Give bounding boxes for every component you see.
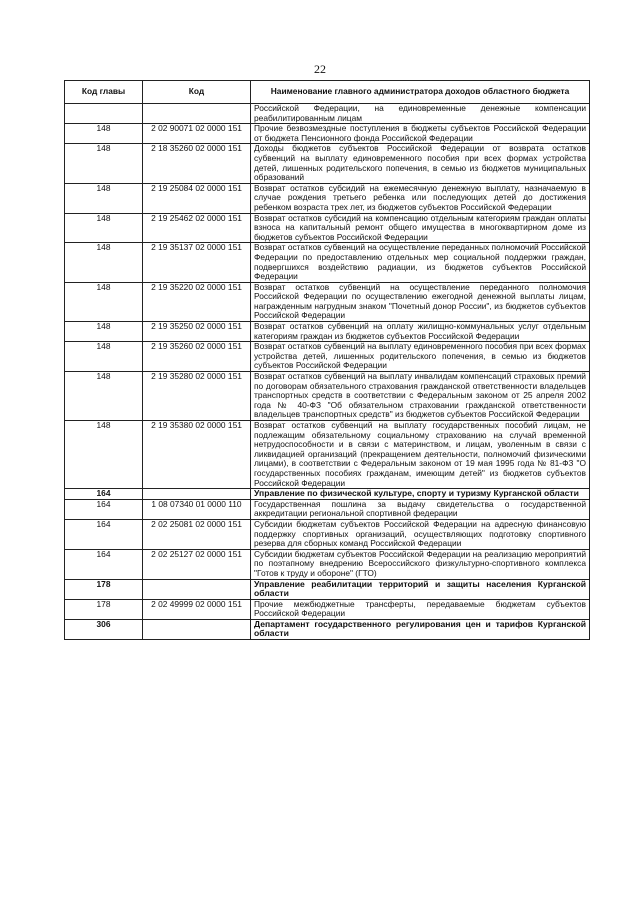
revenue-administrators-table xyxy=(64,80,590,640)
chapter-code-cell: 164 xyxy=(65,549,143,579)
classification-code-cell: 2 02 25127 02 0000 151 xyxy=(143,549,251,579)
administrator-name-cell: Возврат остатков субвенций на осуществление переданного полномочия Российской Федерации по осуществлению ежегодной денежной выплаты лицам, награжденным нагрудным знаком "Почетный донор России", из бюджетов субъектов Российской Федерации xyxy=(251,282,590,321)
table-row xyxy=(65,144,590,183)
table-row xyxy=(65,519,590,549)
administrator-name-cell: Возврат остатков субвенций на осуществление переданных полномочий Российской Федерации по предоставлению отдельных мер социальной поддержки граждан, подвергшихся воздействию радиации, из бюджетов субъектов Российской Федерации xyxy=(251,243,590,282)
classification-code-cell: 2 19 25084 02 0000 151 xyxy=(143,183,251,213)
table-section-row xyxy=(65,619,590,639)
header-administrator-name: Наименование главного администратора доходов областного бюджета xyxy=(251,81,590,104)
administrator-name-cell: Управление реабилитации территорий и защиты населения Курганской области xyxy=(251,579,590,599)
administrator-name-cell: Прочие межбюджетные трансферты, передаваемые бюджетам субъектов Российской Федерации xyxy=(251,599,590,619)
chapter-code-cell: 148 xyxy=(65,421,143,489)
table-row xyxy=(65,599,590,619)
chapter-code-cell: 164 xyxy=(65,489,143,500)
table-row xyxy=(65,124,590,144)
administrator-name-cell: Управление по физической культуре, спорту и туризму Курганской области xyxy=(251,489,590,500)
classification-code-cell: 2 19 35380 02 0000 151 xyxy=(143,421,251,489)
classification-code-cell: 2 02 49999 02 0000 151 xyxy=(143,599,251,619)
classification-code-cell: 2 19 25462 02 0000 151 xyxy=(143,213,251,243)
classification-code-cell: 2 19 35220 02 0000 151 xyxy=(143,282,251,321)
classification-code-cell: 2 02 25081 02 0000 151 xyxy=(143,519,251,549)
table-section-row xyxy=(65,579,590,599)
chapter-code-cell: 148 xyxy=(65,342,143,372)
table-row xyxy=(65,499,590,519)
classification-code-cell xyxy=(143,579,251,599)
table-row xyxy=(65,322,590,342)
table-row xyxy=(65,421,590,489)
chapter-code-cell: 148 xyxy=(65,213,143,243)
classification-code-cell xyxy=(143,104,251,124)
administrator-name-cell: Субсидии бюджетам субъектов Российской Федерации на реализацию мероприятий по поэтапному внедрению Всероссийского физкультурно-спортивного комплекса "Готов к труду и обороне" (ГТО) xyxy=(251,549,590,579)
chapter-code-cell: 306 xyxy=(65,619,143,639)
chapter-code-cell: 148 xyxy=(65,372,143,421)
table-row xyxy=(65,282,590,321)
administrator-name-cell: Доходы бюджетов субъектов Российской Федерации от возврата остатков субвенций на выплату единовременного пособия при всех формах устройства детей, лишенных родительского попечения, в семью из бюджетов муниципальных образований xyxy=(251,144,590,183)
chapter-code-cell: 148 xyxy=(65,183,143,213)
administrator-name-cell: Департамент государственного регулирования цен и тарифов Курганской области xyxy=(251,619,590,639)
table-row xyxy=(65,104,590,124)
classification-code-cell: 2 19 35137 02 0000 151 xyxy=(143,243,251,282)
chapter-code-cell: 148 xyxy=(65,243,143,282)
header-code: Код xyxy=(143,81,251,104)
classification-code-cell: 2 18 35260 02 0000 151 xyxy=(143,144,251,183)
table-row xyxy=(65,342,590,372)
page-number: 22 xyxy=(314,62,326,76)
administrator-name-cell: Возврат остатков субвенций на выплату единовременного пособия при всех формах устройства детей, лишенных родительского попечения, в семью из бюджетов субъектов Российской Федерации xyxy=(251,342,590,372)
chapter-code-cell: 148 xyxy=(65,124,143,144)
classification-code-cell: 1 08 07340 01 0000 110 xyxy=(143,499,251,519)
table-row xyxy=(65,372,590,421)
classification-code-cell: 2 02 90071 02 0000 151 xyxy=(143,124,251,144)
chapter-code-cell xyxy=(65,104,143,124)
administrator-name-cell: Возврат остатков субсидий на ежемесячную денежную выплату, назначаемую в случае рождения третьего ребенка или последующих детей до достижения ребенком возраста трех лет, из бюджетов субъектов Российской Федерации xyxy=(251,183,590,213)
classification-code-cell: 2 19 35280 02 0000 151 xyxy=(143,372,251,421)
chapter-code-cell: 148 xyxy=(65,144,143,183)
table-section-row xyxy=(65,489,590,500)
table-header-row xyxy=(65,81,590,104)
administrator-name-cell: Прочие безвозмездные поступления в бюджеты субъектов Российской Федерации от бюджета Пенсионного фонда Российской Федерации xyxy=(251,124,590,144)
chapter-code-cell: 164 xyxy=(65,499,143,519)
chapter-code-cell: 178 xyxy=(65,579,143,599)
classification-code-cell xyxy=(143,619,251,639)
table-row xyxy=(65,183,590,213)
chapter-code-cell: 148 xyxy=(65,322,143,342)
table-row xyxy=(65,549,590,579)
administrator-name-cell: Субсидии бюджетам субъектов Российской Федерации на адресную финансовую поддержку спортивных организаций, осуществляющих подготовку спортивного резерва для сборных команд Российской Федерации xyxy=(251,519,590,549)
classification-code-cell: 2 19 35250 02 0000 151 xyxy=(143,322,251,342)
table-row xyxy=(65,213,590,243)
administrator-name-cell: Государственная пошлина за выдачу свидетельства о государственной аккредитации региональной спортивной федерации xyxy=(251,499,590,519)
header-chapter-code: Код главы xyxy=(65,81,143,104)
table-row xyxy=(65,243,590,282)
administrator-name-cell: Возврат остатков субсидий на компенсацию отдельным категориям граждан оплаты взноса на капитальный ремонт общего имущества в многоквартирном доме из бюджетов субъектов Российской Федерации xyxy=(251,213,590,243)
chapter-code-cell: 148 xyxy=(65,282,143,321)
chapter-code-cell: 178 xyxy=(65,599,143,619)
classification-code-cell xyxy=(143,489,251,500)
administrator-name-cell: Возврат остатков субвенций на оплату жилищно-коммунальных услуг отдельным категориям граждан из бюджетов субъектов Российской Федерации xyxy=(251,322,590,342)
administrator-name-cell: Возврат остатков субвенций на выплату государственных пособий лицам, не подлежащим обязательному социальному страхованию на случай временной нетрудоспособности и в связи с материнством, и лицам, уволенным в связи с ликвидацией организаций (прекращением деятельности, полномочий физическими лицами), в соответствии с Федеральным законом от 19 мая 1995 года № 81-ФЗ "О государственных пособиях гражданам, имеющим детей" из бюджетов субъектов Российской Федерации xyxy=(251,421,590,489)
chapter-code-cell: 164 xyxy=(65,519,143,549)
administrator-name-cell: Российской Федерации, на единовременные денежные компенсации реабилитированным лицам xyxy=(251,104,590,124)
classification-code-cell: 2 19 35260 02 0000 151 xyxy=(143,342,251,372)
administrator-name-cell: Возврат остатков субвенций на выплату инвалидам компенсаций страховых премий по договорам обязательного страхования гражданской ответственности владельцев транспортных средств в соответствии с Федеральным законом от 25 апреля 2002 года № 40-ФЗ "Об обязательном страховании гражданской ответственности владельцев транспортных средств" из бюджетов субъектов Российской Федерации xyxy=(251,372,590,421)
